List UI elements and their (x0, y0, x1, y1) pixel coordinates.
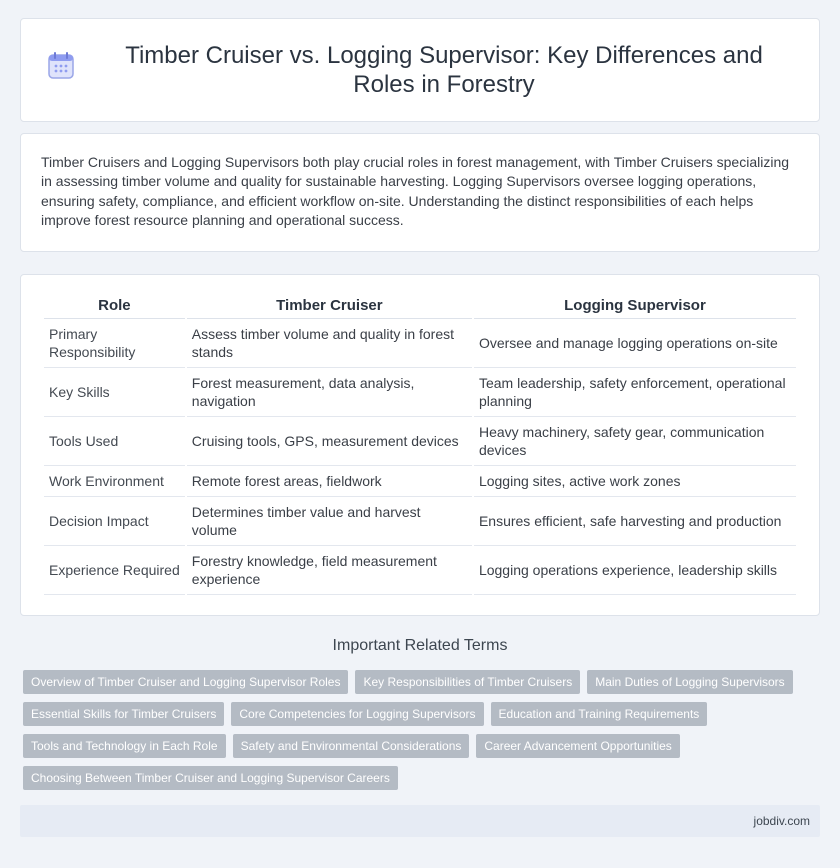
timber-cruiser-cell: Remote forest areas, fieldwork (187, 466, 472, 497)
logging-supervisor-cell: Logging operations experience, leadership skills (474, 546, 796, 595)
timber-cruiser-cell: Cruising tools, GPS, measurement devices (187, 417, 472, 466)
calendar-icon (46, 51, 76, 81)
header-timber-cruiser: Timber Cruiser (187, 295, 472, 319)
row-role-cell: Experience Required (44, 546, 185, 595)
logging-supervisor-cell: Team leadership, safety enforcement, operational planning (474, 368, 796, 417)
timber-cruiser-cell: Forestry knowledge, field measurement experience (187, 546, 472, 595)
header-logging-supervisor: Logging Supervisor (474, 295, 796, 319)
logging-supervisor-cell: Logging sites, active work zones (474, 466, 796, 497)
table-row (44, 466, 796, 497)
page-title: Timber Cruiser vs. Logging Supervisor: Key Differences and Roles in Forestry (125, 42, 763, 98)
tag-row (23, 766, 823, 790)
related-tag[interactable]: Education and Training Requirements (491, 702, 708, 726)
footer-site-link[interactable]: jobdiv.com (753, 814, 810, 828)
logging-supervisor-cell: Heavy machinery, safety gear, communication devices (474, 417, 796, 466)
title-wrap (46, 41, 794, 99)
related-tag[interactable]: Main Duties of Logging Supervisors (587, 670, 792, 694)
title-card (20, 18, 820, 122)
related-tag[interactable]: Core Competencies for Logging Supervisors (231, 702, 483, 726)
related-tag[interactable]: Essential Skills for Timber Cruisers (23, 702, 224, 726)
intro-paragraph: Timber Cruisers and Logging Supervisors both play crucial roles in forest management, with Timber Cruisers specializing in assessing timber volume and quality for sustainable harvesting. Logging Supervisors oversee logging operations, ensuring safety, compliance, and efficient workflow on-site. Understanding the distinct responsibilities of each helps improve forest resource planning and operational success. (41, 154, 790, 228)
table-row (44, 497, 796, 546)
timber-cruiser-cell: Assess timber volume and quality in forest stands (187, 319, 472, 368)
row-role-cell: Primary Responsibility (44, 319, 185, 368)
table-row (44, 417, 796, 466)
table-row (44, 546, 796, 595)
related-tag[interactable]: Career Advancement Opportunities (476, 734, 679, 758)
related-tags (23, 670, 823, 798)
footer-bar (20, 805, 820, 837)
intro-card (20, 133, 820, 252)
related-tag[interactable]: Key Responsibilities of Timber Cruisers (355, 670, 580, 694)
timber-cruiser-cell: Forest measurement, data analysis, navigation (187, 368, 472, 417)
related-tag[interactable]: Overview of Timber Cruiser and Logging Supervisor Roles (23, 670, 348, 694)
tag-row (23, 702, 823, 726)
row-role-cell: Work Environment (44, 466, 185, 497)
related-tag[interactable]: Safety and Environmental Considerations (233, 734, 470, 758)
table-header-row (44, 295, 796, 319)
header-role: Role (44, 295, 185, 319)
row-role-cell: Tools Used (44, 417, 185, 466)
timber-cruiser-cell: Determines timber value and harvest volume (187, 497, 472, 546)
table-row (44, 319, 796, 368)
related-tag[interactable]: Tools and Technology in Each Role (23, 734, 226, 758)
logging-supervisor-cell: Oversee and manage logging operations on-site (474, 319, 796, 368)
logging-supervisor-cell: Ensures efficient, safe harvesting and production (474, 497, 796, 546)
table-row (44, 368, 796, 417)
comparison-card (20, 274, 820, 616)
row-role-cell: Decision Impact (44, 497, 185, 546)
related-terms-heading: Important Related Terms (332, 637, 508, 654)
tag-row (23, 670, 823, 694)
related-tag[interactable]: Choosing Between Timber Cruiser and Logging Supervisor Careers (23, 766, 398, 790)
comparison-table (42, 295, 798, 595)
row-role-cell: Key Skills (44, 368, 185, 417)
tag-row (23, 734, 823, 758)
